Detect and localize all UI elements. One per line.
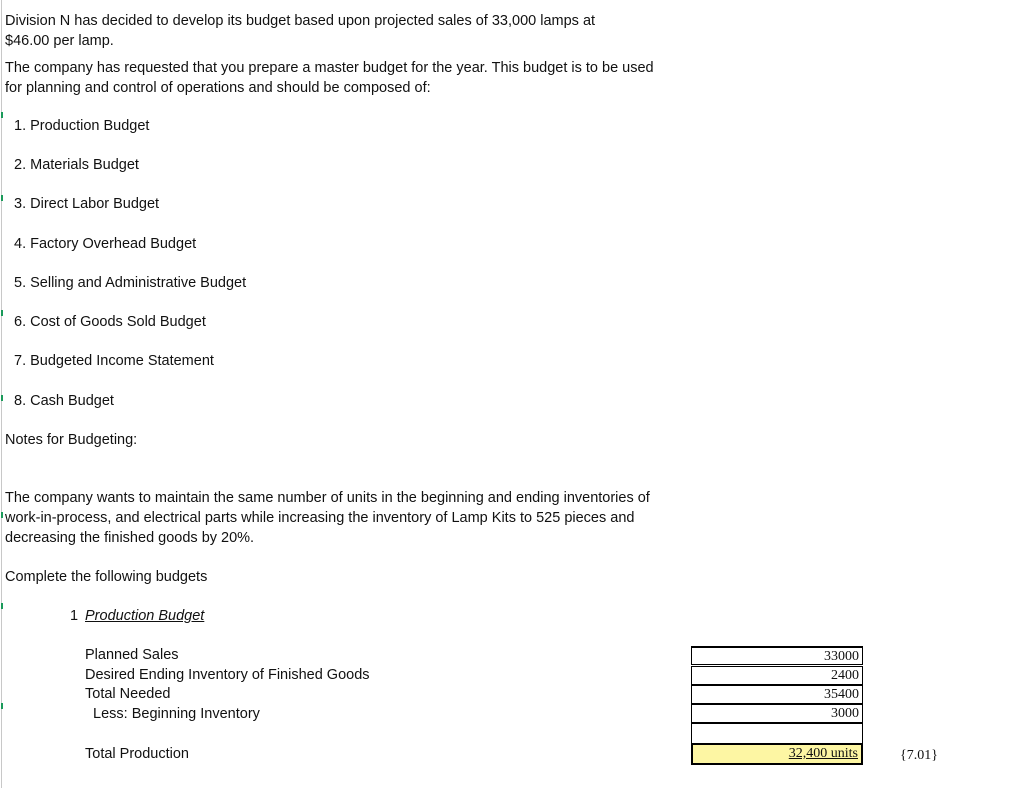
value-cell-beginning-inventory[interactable]: 3000 xyxy=(691,704,863,723)
value-cell-planned-sales[interactable]: 33000 xyxy=(691,646,863,665)
notes-heading[interactable]: Notes for Budgeting: xyxy=(5,432,138,448)
request-line-2[interactable]: for planning and control of operations and should be composed of: xyxy=(5,80,431,96)
row-label-ending-inventory[interactable]: Desired Ending Inventory of Finished Goods xyxy=(85,667,370,683)
budget-item[interactable]: 3. Direct Labor Budget xyxy=(14,196,160,212)
total-production-value: 32,400 units xyxy=(788,746,858,761)
value-cell-total-needed[interactable]: 35400 xyxy=(691,685,863,704)
row-label-planned-sales[interactable]: Planned Sales xyxy=(85,647,179,663)
cell-marker xyxy=(1,512,3,518)
intro-line-1[interactable]: Division N has decided to develop its budget based upon projected sales of 33,000 lamps at xyxy=(5,13,596,29)
inventory-note-line-2[interactable]: work-in-process, and electrical parts while increasing the inventory of Lamp Kits to 525 pieces and xyxy=(5,510,635,526)
inventory-note-line-1[interactable]: The company wants to maintain the same number of units in the beginning and ending inventories of xyxy=(5,490,650,506)
budget-item[interactable]: 2. Materials Budget xyxy=(14,157,139,173)
budget-item[interactable]: 8. Cash Budget xyxy=(14,393,114,409)
budget-item[interactable]: 5. Selling and Administrative Budget xyxy=(14,275,247,291)
cell-marker xyxy=(1,112,3,118)
budget-item[interactable]: 6. Cost of Goods Sold Budget xyxy=(14,314,206,330)
inventory-note-line-3[interactable]: decreasing the finished goods by 20%. xyxy=(5,530,255,546)
request-line-1[interactable]: The company has requested that you prepare a master budget for the year. This budget is to be used xyxy=(5,60,654,76)
value-cell-ending-inventory[interactable]: 2400 xyxy=(691,666,863,685)
sheet-left-border xyxy=(1,0,2,788)
complete-heading[interactable]: Complete the following budgets xyxy=(5,569,208,585)
cell-marker xyxy=(1,310,3,316)
row-label-beginning-inventory[interactable]: Less: Beginning Inventory xyxy=(85,706,260,722)
row-label-total-needed[interactable]: Total Needed xyxy=(85,686,171,702)
value-cell-total-production[interactable] xyxy=(691,743,863,765)
reference-code: {7.01} xyxy=(900,748,938,763)
cell-marker xyxy=(1,703,3,709)
intro-line-2[interactable]: $46.00 per lamp. xyxy=(5,33,114,49)
cell-marker xyxy=(1,395,3,401)
budget-item[interactable]: 7. Budgeted Income Statement xyxy=(14,353,214,369)
budget-item[interactable]: 4. Factory Overhead Budget xyxy=(14,236,197,252)
production-budget-number: 1 xyxy=(70,608,79,624)
cell-marker xyxy=(1,603,3,609)
value-cell-empty[interactable] xyxy=(691,723,863,743)
cell-marker xyxy=(1,195,3,201)
budget-item[interactable]: 1. Production Budget xyxy=(14,118,150,134)
row-label-total-production[interactable]: Total Production xyxy=(85,746,189,762)
production-budget-title[interactable]: Production Budget xyxy=(85,608,205,624)
